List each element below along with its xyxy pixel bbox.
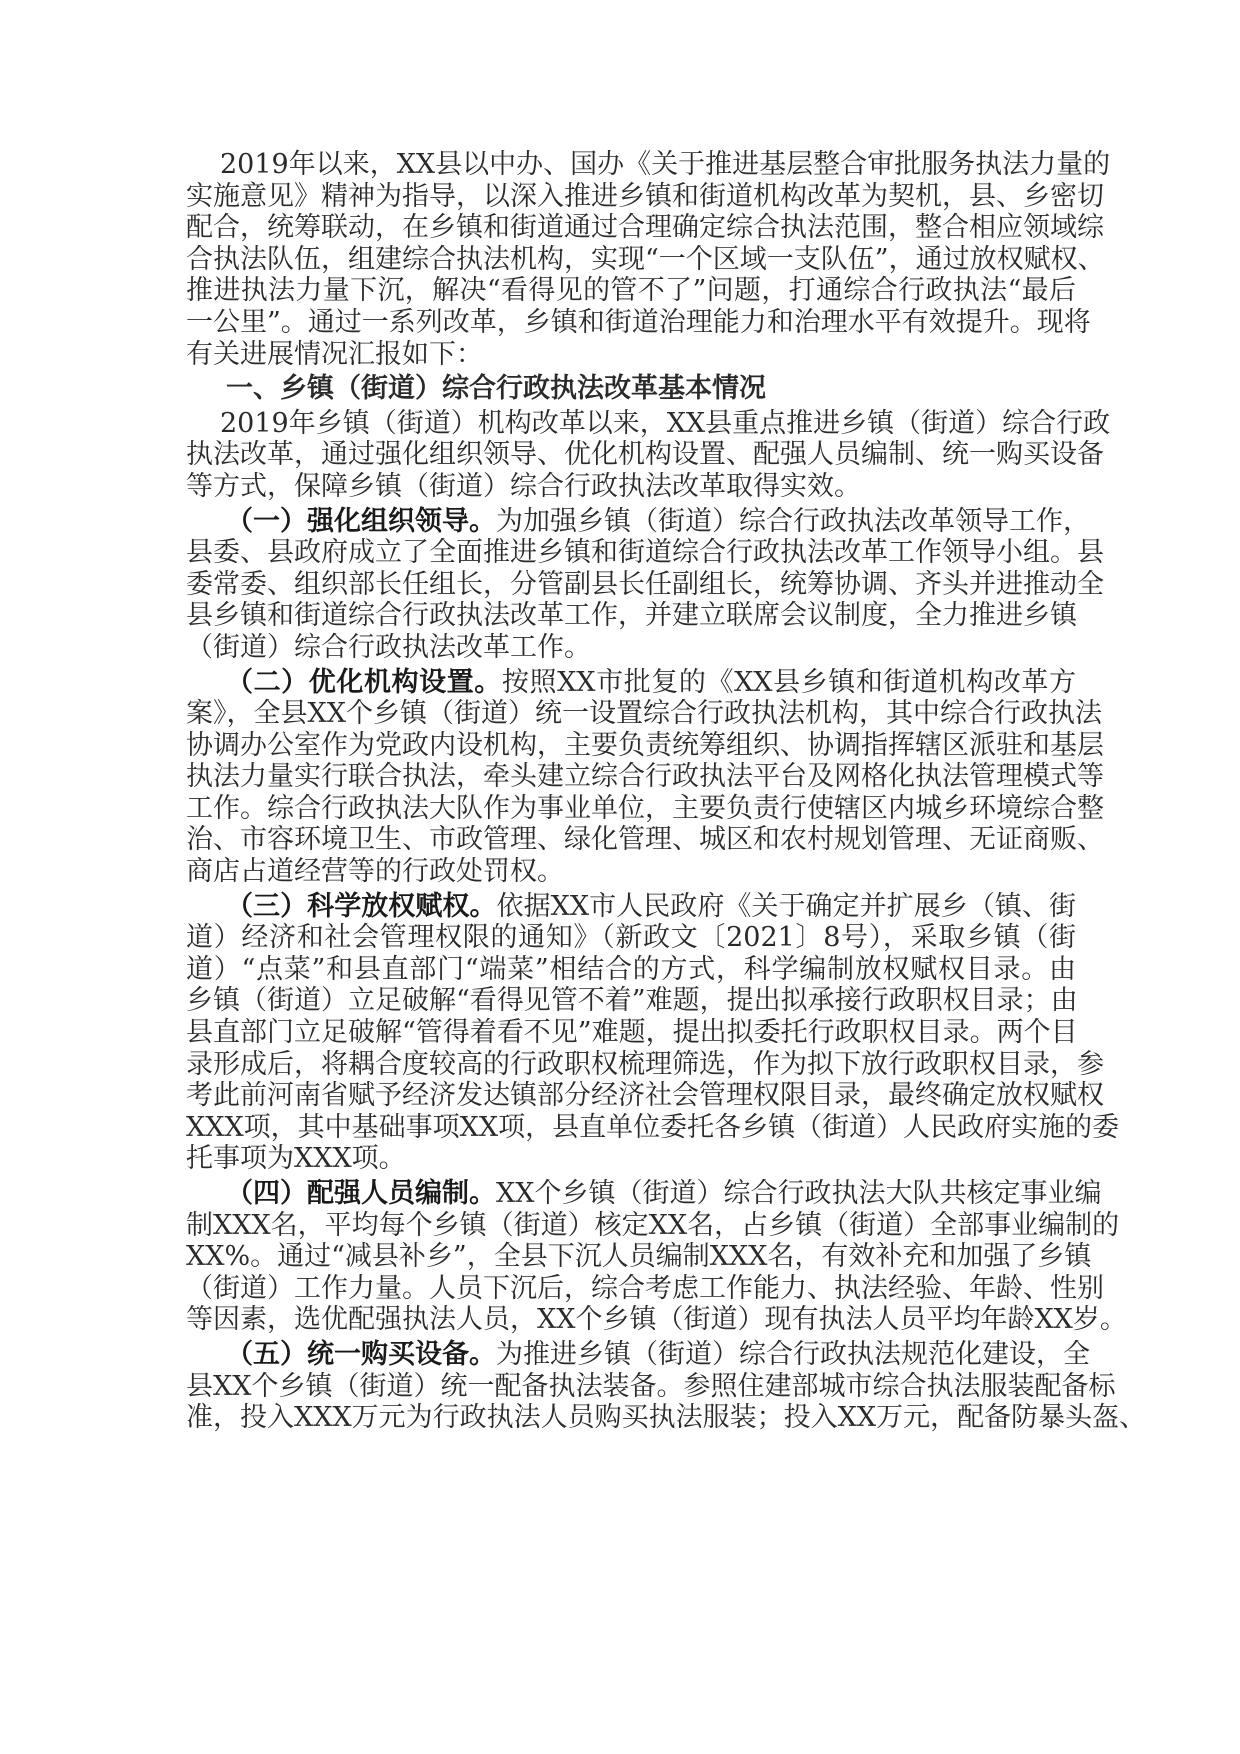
document-page xyxy=(186,146,1147,1434)
line-text: 案》，全县XX个乡镇（街道）统一设置综合行政执法机构，其中综合行政执法 xyxy=(186,698,1102,730)
line-text: 等方式，保障乡镇（街道）综合行政执法改革取得实效。 xyxy=(186,470,861,502)
text-line xyxy=(186,407,1111,440)
text-line xyxy=(186,600,1076,632)
text-line xyxy=(186,1209,1120,1242)
text-line xyxy=(186,1241,1092,1273)
text-line xyxy=(186,373,1076,405)
line-text: （街道）工作力量。人员下沉后，综合考虑工作能力、执法经验、年龄、性别 xyxy=(186,1272,1104,1304)
text-line xyxy=(186,180,1104,213)
line-text: 实施意见》精神为指导，以深入推进乡镇和街道机构改革为契机，县、乡密切 xyxy=(186,180,1104,212)
text-line xyxy=(186,761,1104,793)
paragraph-lead: （五）统一购买设备。 xyxy=(226,1338,496,1370)
section-heading xyxy=(186,373,1076,405)
text-line xyxy=(186,212,1104,244)
line-text: 依据XX市人民政府《关于确定并扩展乡（镇、街 xyxy=(496,890,1076,922)
text-line xyxy=(186,985,1076,1017)
text-line xyxy=(186,1143,1076,1175)
line-text: 推进执法力量下沉，解决“看得见的管不了”问题，打通综合行政执法“最后 xyxy=(186,275,1076,307)
paragraph-lead: （二）优化机构设置。 xyxy=(226,666,502,698)
text-line xyxy=(186,1272,1104,1305)
line-text: 配合，统筹联动，在乡镇和街道通过合理确定综合执法范围，整合相应领域综 xyxy=(186,212,1104,244)
text-line xyxy=(186,729,1104,762)
line-text: 一、乡镇（街道）综合行政执法改革基本情况 xyxy=(226,373,766,405)
text-line xyxy=(186,1111,1120,1144)
text-line xyxy=(186,1402,1147,1434)
line-text: 县乡镇和街道综合行政执法改革工作，并建立联席会议制度，全力推进乡镇 xyxy=(186,600,1077,632)
text-line xyxy=(186,537,1104,569)
line-text: 乡镇（街道）立足破解“看得见管不着”难题，提出拟承接行政职权目录；由 xyxy=(186,985,1078,1017)
line-text: 道）经济和社会管理权限的通知》（新政文〔2021〕8号），采取乡镇（街 xyxy=(186,922,1076,954)
line-text: 托事项为XXX项。 xyxy=(186,1143,406,1175)
line-text: 考此前河南省赋予经济发达镇部分经济社会管理权限目录，最终确定放权赋权 xyxy=(186,1080,1104,1112)
text-line xyxy=(186,1338,1090,1371)
line-text: 等因素，选优配强执法人员，XX个乡镇（街道）现有执法人员平均年龄XX岁。 xyxy=(186,1304,1127,1336)
text-line xyxy=(186,1048,1104,1081)
text-line xyxy=(186,632,1076,664)
text-line xyxy=(186,275,1076,307)
line-text: 商店占道经营等的行政处罚权。 xyxy=(186,856,564,888)
line-text: 县委、县政府成立了全面推进乡镇和街道综合行政执法改革工作领导小组。县 xyxy=(186,537,1104,569)
line-text: 合执法队伍，组建综合执法机构，实现“一个区域一支队伍”，通过放权赋权、 xyxy=(186,243,1105,275)
text-line xyxy=(186,698,1102,730)
text-line xyxy=(186,149,1111,181)
line-text: 2019年乡镇（街道）机构改革以来，XX县重点推进乡镇（街道）综合行政 xyxy=(220,407,1111,439)
paragraph xyxy=(186,1338,1147,1434)
line-text: 县直部门立足破解“管得着看不见”难题，提出拟委托行政职权目录。两个目 xyxy=(186,1017,1078,1049)
paragraph-lead: （一）强化组织领导。 xyxy=(226,505,496,537)
line-text: 一公里”。通过一系列改革，乡镇和街道治理能力和治理水平有效提升。现将 xyxy=(186,306,1091,338)
line-text: 执法力量实行联合执法，牵头建立综合行政执法平台及网格化执法管理模式等 xyxy=(186,761,1104,793)
text-line xyxy=(186,1370,1116,1403)
text-line xyxy=(186,1178,1102,1210)
line-text: 协调办公室作为党政内设机构，主要负责统筹组织、协调指挥辖区派驻和基层 xyxy=(186,729,1104,761)
line-text: 委常委、组织部长任组长，分管副县长任副组长，统筹协调、齐头并进推动全 xyxy=(186,568,1104,600)
text-line xyxy=(186,792,1104,825)
line-text: 县XX个乡镇（街道）统一配备执法装备。参照住建部城市综合执法服装配备标 xyxy=(186,1370,1116,1402)
line-text: 2019年以来，XX县以中办、国办《关于推进基层整合审批服务执法力量的 xyxy=(220,149,1111,180)
text-line xyxy=(186,856,1076,888)
paragraph-lead: （三）科学放权赋权。 xyxy=(226,890,497,922)
text-line xyxy=(186,1017,1076,1049)
line-text: 为加强乡镇（街道）综合行政执法改革领导工作， xyxy=(496,505,1090,537)
line-text: （街道）综合行政执法改革工作。 xyxy=(186,631,591,663)
paragraph xyxy=(186,407,1111,503)
line-text: 治、市容环境卫生、市政管理、绿化管理、城区和农村规划管理、无证商贩、 xyxy=(186,824,1104,856)
line-text: 有关进展情况汇报如下： xyxy=(186,338,483,370)
paragraph xyxy=(186,1178,1127,1336)
line-text: 制XXX名，平均每个乡镇（街道）核定XX名，占乡镇（街道）全部事业编制的 xyxy=(186,1209,1120,1241)
text-line xyxy=(186,439,1104,471)
line-text: 按照XX市批复的《XX县乡镇和街道机构改革方 xyxy=(501,666,1077,698)
paragraph xyxy=(186,149,1111,370)
line-text: 为推进乡镇（街道）综合行政执法规范化建设，全 xyxy=(496,1338,1090,1370)
text-line xyxy=(186,243,1105,276)
text-line xyxy=(186,954,1076,986)
text-line xyxy=(186,1080,1104,1112)
line-text: XXX项，其中基础事项XX项，县直单位委托各乡镇（街道）人民政府实施的委 xyxy=(186,1111,1120,1143)
text-line xyxy=(186,667,1076,699)
text-line xyxy=(186,306,1091,339)
text-line xyxy=(186,1304,1127,1336)
paragraph-lead: （四）配强人员编制。 xyxy=(226,1178,496,1209)
line-text: 工作。综合行政执法大队作为事业单位，主要负责行使辖区内城乡环境综合整 xyxy=(186,792,1104,824)
line-text: 准，投入XXX万元为行政执法人员购买执法服装；投入XX万元，配备防暴头盔、 xyxy=(186,1402,1147,1434)
text-line xyxy=(186,891,1076,923)
text-line xyxy=(186,471,1076,503)
text-line xyxy=(186,824,1104,856)
paragraph xyxy=(186,505,1104,664)
text-line xyxy=(186,922,1076,954)
text-line xyxy=(186,568,1104,601)
line-text: XX%。通过“减县补乡”，全县下沉人员编制XXX名，有效补充和加强了乡镇 xyxy=(186,1241,1092,1273)
text-line xyxy=(186,339,1076,371)
line-text: 执法改革，通过强化组织领导、优化机构设置、配强人员编制、统一购买设备 xyxy=(186,439,1104,471)
line-text: XX个乡镇（街道）综合行政执法大队共核定事业编 xyxy=(496,1178,1102,1209)
paragraph xyxy=(186,666,1104,888)
line-text: 录形成后，将耦合度较高的行政职权梳理筛选，作为拟下放行政职权目录，参 xyxy=(186,1048,1104,1080)
paragraph xyxy=(186,890,1120,1175)
text-line xyxy=(186,505,1090,538)
line-text: 道）“点菜”和县直部门“端菜”相结合的方式，科学编制放权赋权目录。由 xyxy=(186,953,1076,985)
